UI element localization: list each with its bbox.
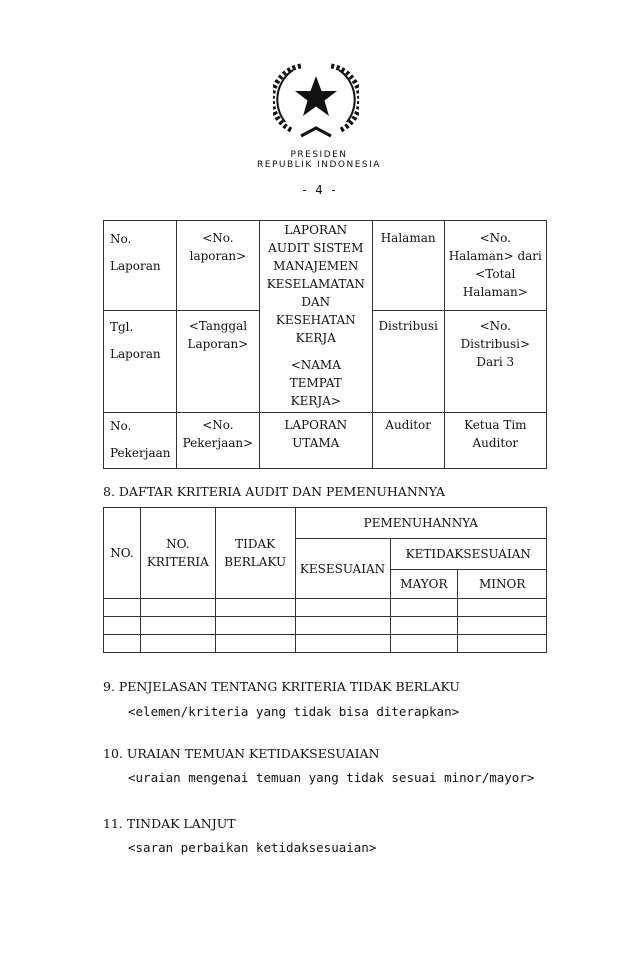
no-pekerjaan-value: <No. Pekerjaan>: [176, 413, 259, 469]
col-no-kriteria: NO. KRITERIA: [140, 508, 215, 599]
no-laporan-label-cell: [104, 221, 177, 311]
no-laporan-label: No.: [110, 232, 132, 246]
section-11-text: <saran perbaikan ketidaksesuaian>: [128, 840, 377, 855]
halaman-value: <No. Halaman> dari <Total Halaman>: [444, 221, 546, 311]
no-laporan-value: <No. laporan>: [176, 221, 259, 311]
col-pemenuhannya: PEMENUHANNYA: [295, 508, 546, 539]
no-pekerjaan-label: No.: [110, 419, 132, 433]
header-line-republik: REPUBLIK INDONESIA: [257, 160, 381, 170]
tgl-laporan-label: Tgl.: [110, 320, 134, 335]
halaman-label: Halaman: [372, 221, 444, 311]
table-row: [104, 599, 547, 617]
page-number: - 4 -: [300, 183, 338, 197]
section-10-title: 10. URAIAN TEMUAN KETIDAKSESUAIAN: [103, 746, 380, 761]
report-header-table: [103, 220, 547, 469]
table-row: [104, 617, 547, 635]
auditor-label: Auditor: [372, 413, 444, 469]
distribusi-value: <No. Distribusi> Dari 3: [444, 311, 546, 413]
tgl-laporan-value: <Tanggal Laporan>: [176, 311, 259, 413]
section-9-title: 9. PENJELASAN TENTANG KRITERIA TIDAK BERLAKU: [103, 679, 460, 694]
auditor-value: Ketua Tim Auditor: [444, 413, 546, 469]
section-8-title: 8. DAFTAR KRITERIA AUDIT DAN PEMENUHANNYA: [103, 484, 446, 499]
col-no: NO.: [104, 508, 141, 599]
workplace-name: <NAMA TEMPAT KERJA>: [289, 358, 342, 408]
table-row: [104, 635, 547, 653]
section-10-text: <uraian mengenai temuan yang tidak sesuai minor/mayor>: [128, 770, 535, 785]
no-laporan-label2: Laporan: [110, 259, 161, 273]
criteria-table: [103, 507, 547, 653]
distribusi-label: Distribusi: [372, 311, 444, 413]
section-9-text: <elemen/kriteria yang tidak bisa diterapkan>: [128, 704, 460, 719]
col-kesesuaian: KESESUAIAN: [295, 539, 390, 599]
report-title: LAPORAN AUDIT SISTEM MANAJEMEN KESELAMATAN DAN KESEHATAN KERJA: [266, 223, 365, 345]
col-tidak-berlaku: TIDAK BERLAKU: [215, 508, 295, 599]
no-pekerjaan-label2: Pekerjaan: [110, 446, 171, 460]
col-minor: MINOR: [458, 570, 547, 599]
tgl-laporan-label2: Laporan: [110, 347, 161, 362]
no-pekerjaan-label-cell: [104, 413, 177, 469]
section-11-title: 11. TINDAK LANJUT: [103, 816, 236, 831]
col-ketidaksesuaian: KETIDAKSESUAIAN: [390, 539, 547, 570]
header-line-presiden: PRESIDEN: [290, 150, 348, 160]
col-mayor: MAYOR: [390, 570, 458, 599]
laporan-utama: LAPORAN UTAMA: [259, 413, 372, 469]
garuda-star-emblem-icon: [273, 52, 359, 142]
tgl-laporan-label-cell: [104, 311, 177, 413]
